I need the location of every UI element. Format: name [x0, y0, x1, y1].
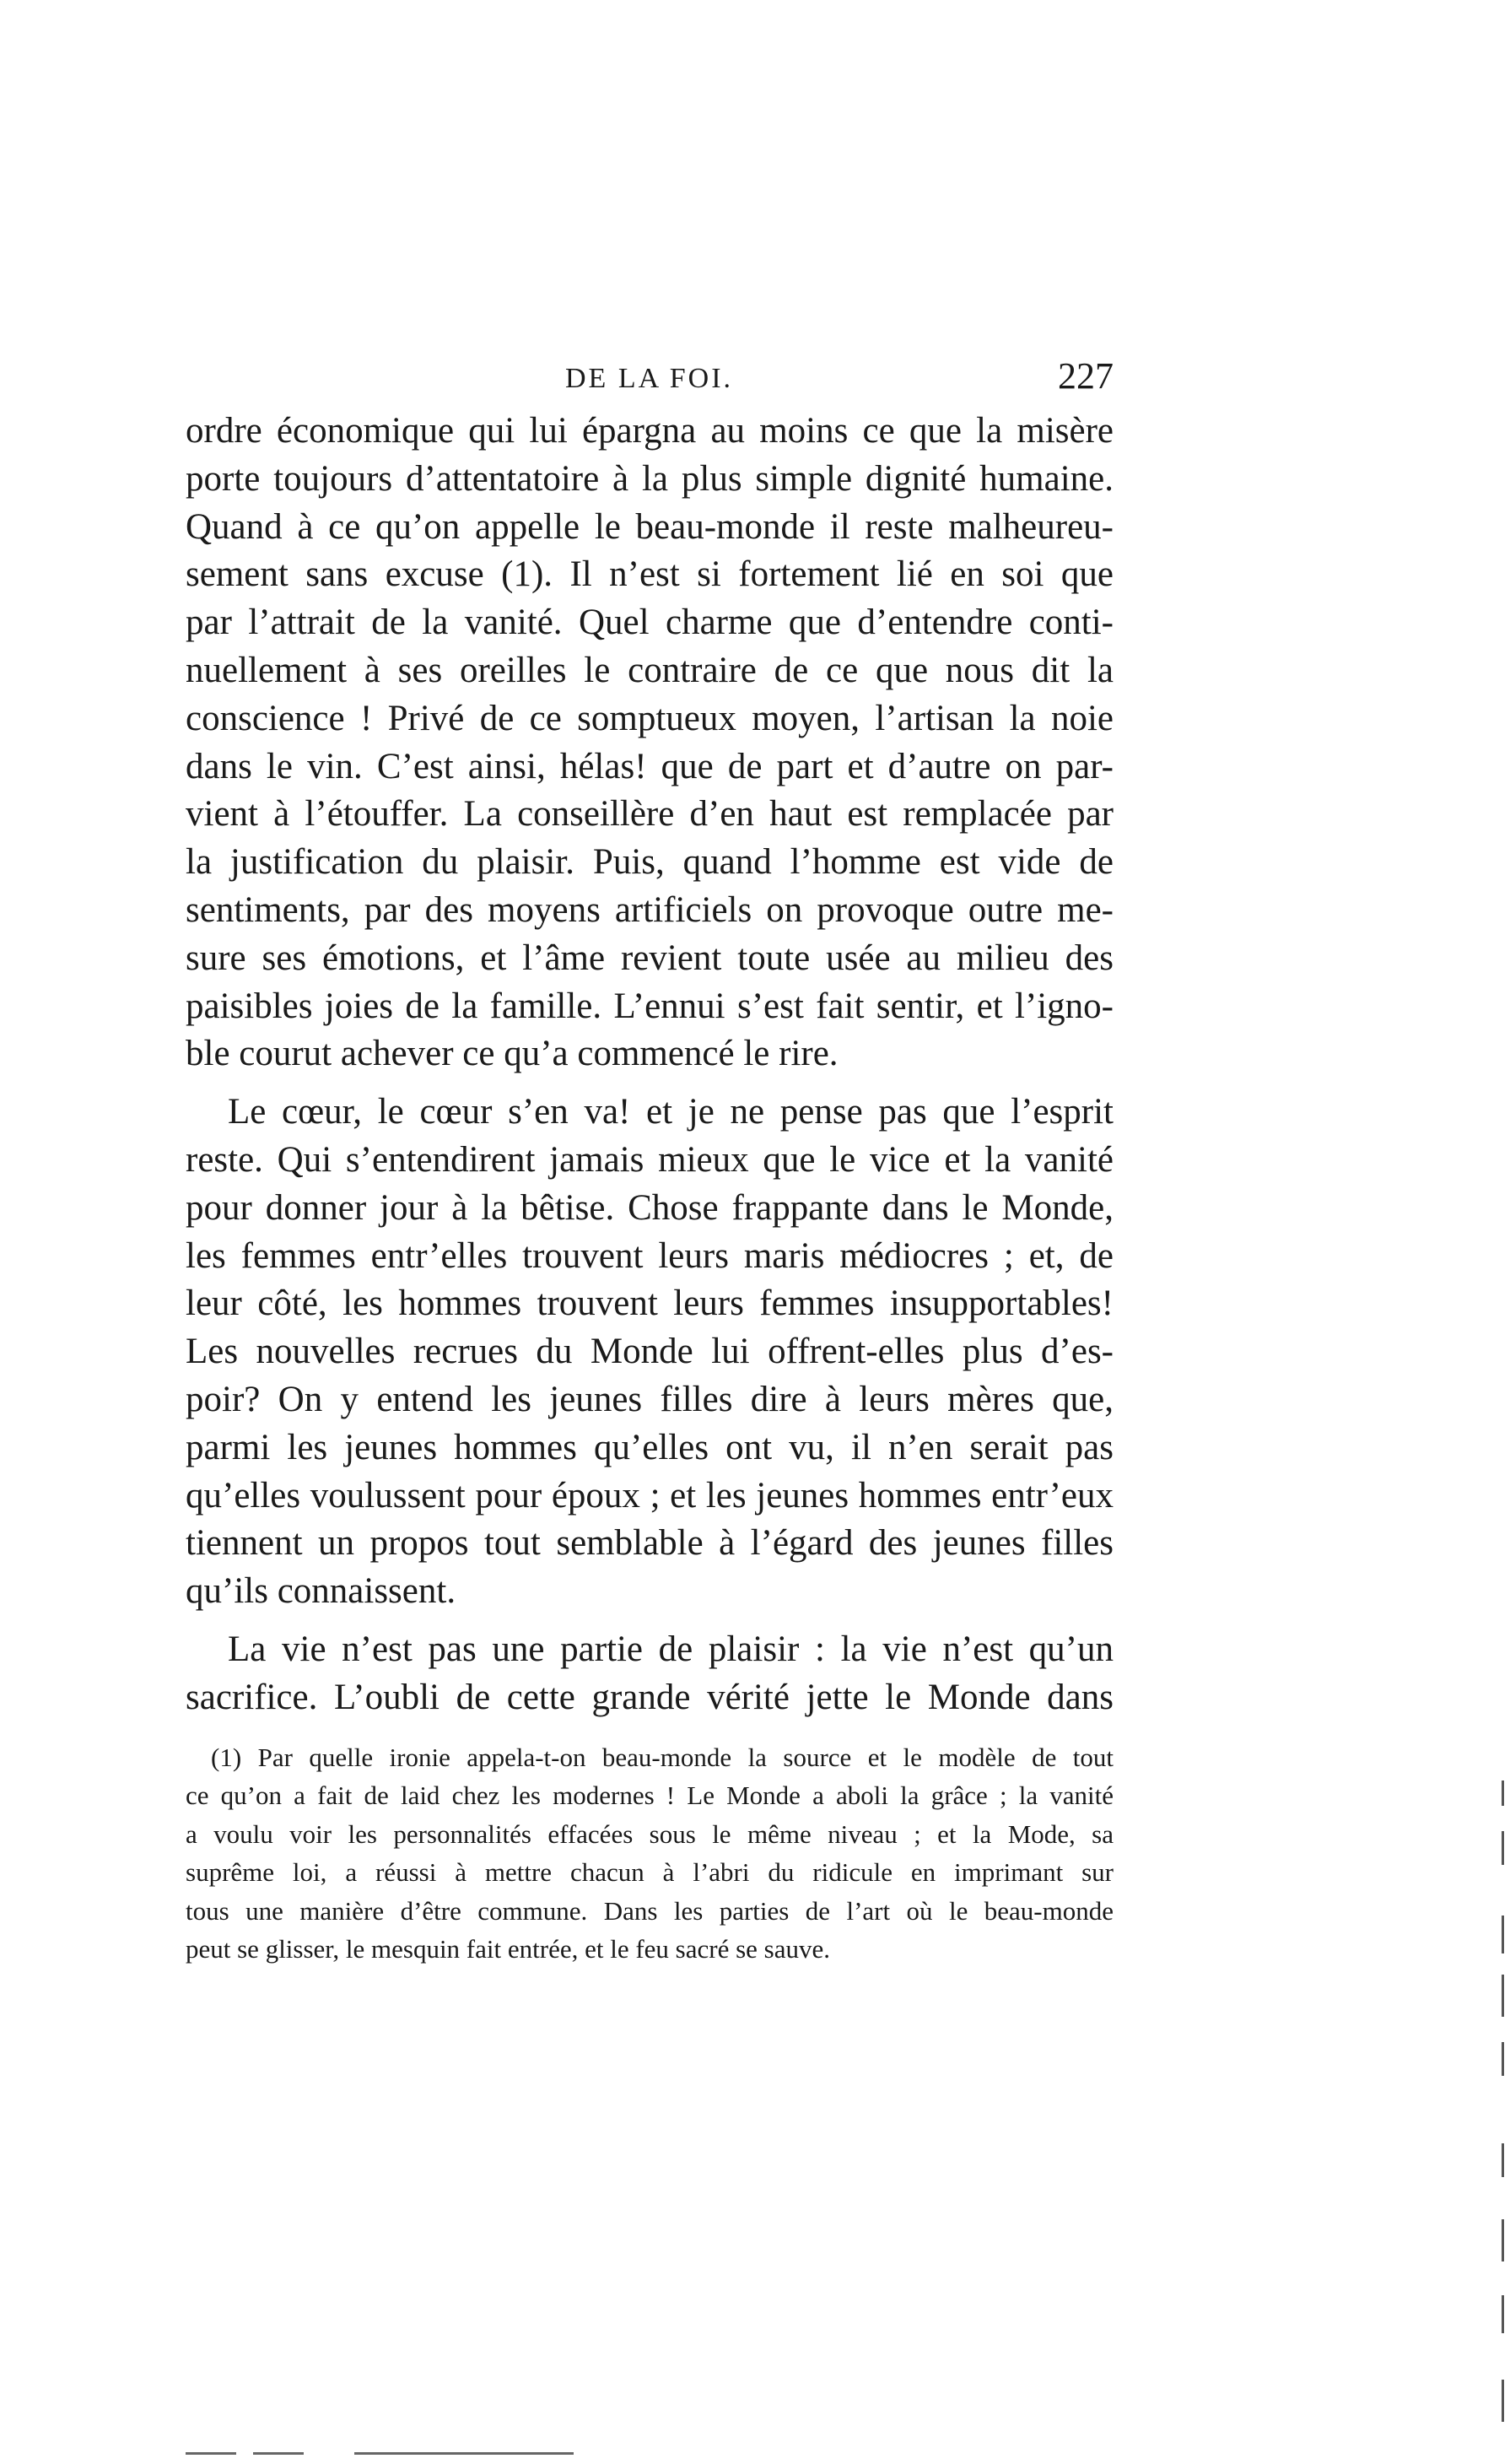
scan-mark [1502, 2380, 1504, 2422]
scan-mark [1502, 2219, 1504, 2261]
body-line: pour donner jour à la bêtise. Chose frappante dans le Monde, [186, 1187, 1114, 1228]
running-head: DE LA FOI. [565, 363, 734, 394]
body-line: ble courut achever ce qu’a commencé le rire. [186, 1034, 839, 1074]
scan-mark [1502, 1916, 1504, 1953]
paragraph-gap [186, 1616, 1114, 1626]
body-line: Quand à ce qu’on appelle le beau-monde il reste malheureu- [186, 506, 1114, 547]
body-line: reste. Qui s’entendirent jamais mieux que le vice et la vanité [186, 1139, 1114, 1180]
body-line: paisibles joies de la famille. L’ennui s’est fait sentir, et l’igno- [186, 986, 1114, 1026]
body-line: parmi les jeunes hommes qu’elles ont vu, il n’en serait pas [186, 1427, 1114, 1467]
scan-mark [1502, 2042, 1504, 2076]
body-line: sentiments, par des moyens artificiels on provoque outre me- [186, 889, 1114, 930]
body-line: vient à l’étouffer. La conseillère d’en haut est remplacée par [186, 794, 1114, 835]
body-line: la justification du plaisir. Puis, quand l’homme est vide de [186, 842, 1114, 883]
body-line: tiennent un propos tout semblable à l’égard des jeunes filles [186, 1523, 1114, 1564]
body-line: par l’attrait de la vanité. Quel charme que d’entendre conti- [186, 602, 1114, 643]
body-line: nuellement à ses oreilles le contraire de ce que nous dit la [186, 650, 1114, 690]
scan-mark [1502, 2143, 1504, 2177]
footnote-line: a voulu voir les personnalités effacées sous le même niveau ; et la Mode, sa [186, 1818, 1114, 1849]
body-line: dans le vin. C’est ainsi, hélas! que de part et d’autre on par- [186, 746, 1114, 786]
scan-mark [186, 2452, 236, 2455]
scan-mark [1502, 1831, 1504, 1865]
scan-mark [354, 2452, 574, 2455]
page-header [186, 354, 1114, 405]
body-line: Les nouvelles recrues du Monde lui offrent-elles plus d’es- [186, 1332, 1114, 1372]
body-line: porte toujours d’attentatoire à la plus simple dignité humaine. [186, 458, 1114, 499]
body-line: leur côté, les hommes trouvent leurs femmes insupportables! [186, 1283, 1114, 1324]
body-line: La vie n’est pas une partie de plaisir : la vie n’est qu’un [228, 1629, 1114, 1669]
body-line: ordre économique qui lui épargna au moins ce que la misère [186, 411, 1114, 451]
body-line: sure ses émotions, et l’âme revient toute usée au milieu des [186, 938, 1114, 978]
body-line: Le cœur, le cœur s’en va! et je ne pense pas que l’esprit [228, 1092, 1114, 1132]
footnote-line: ce qu’on a fait de laid chez les modernes ! Le Monde a aboli la grâce ; la vanité [186, 1780, 1114, 1811]
body-line: sacrifice. L’oubli de cette grande vérité jette le Monde dans [186, 1677, 1114, 1717]
paragraph-gap [186, 1078, 1114, 1089]
scan-margin-marks [1502, 1738, 1505, 2464]
page-number: 227 [1058, 355, 1114, 397]
body-line: qu’ils connaissent. [186, 1571, 456, 1612]
body-text [186, 408, 1114, 1722]
body-line: sement sans excuse (1). Il n’est si fortement lié en soi que [186, 554, 1114, 595]
body-line: les femmes entr’elles trouvent leurs maris médiocres ; et, de [186, 1235, 1114, 1276]
scan-mark [1502, 1975, 1504, 2017]
body-line: conscience ! Privé de ce somptueux moyen, l’artisan la noie [186, 698, 1114, 738]
body-line: qu’elles voulussent pour époux ; et les jeunes hommes entr’eux [186, 1475, 1114, 1516]
scan-mark [1502, 1780, 1504, 1806]
footnote-line: suprême loi, a réussi à mettre chacun à l’abri du ridicule en imprimant sur [186, 1857, 1114, 1888]
footnote-line: tous une manière d’être commune. Dans les parties de l’art où le beau-monde [186, 1895, 1114, 1926]
scan-mark [253, 2452, 304, 2455]
footnote-line: peut se glisser, le mesquin fait entrée, et le feu sacré se sauve. [186, 1933, 830, 1964]
footnote [186, 1738, 1114, 1968]
scan-bottom-marks [51, 2452, 641, 2457]
scan-mark [1502, 2295, 1504, 2333]
footnote-line: (1) Par quelle ironie appela-t-on beau-monde la source et le modèle de tout [211, 1743, 1114, 1772]
body-line: poir? On y entend les jeunes filles dire à leurs mères que, [186, 1379, 1114, 1419]
